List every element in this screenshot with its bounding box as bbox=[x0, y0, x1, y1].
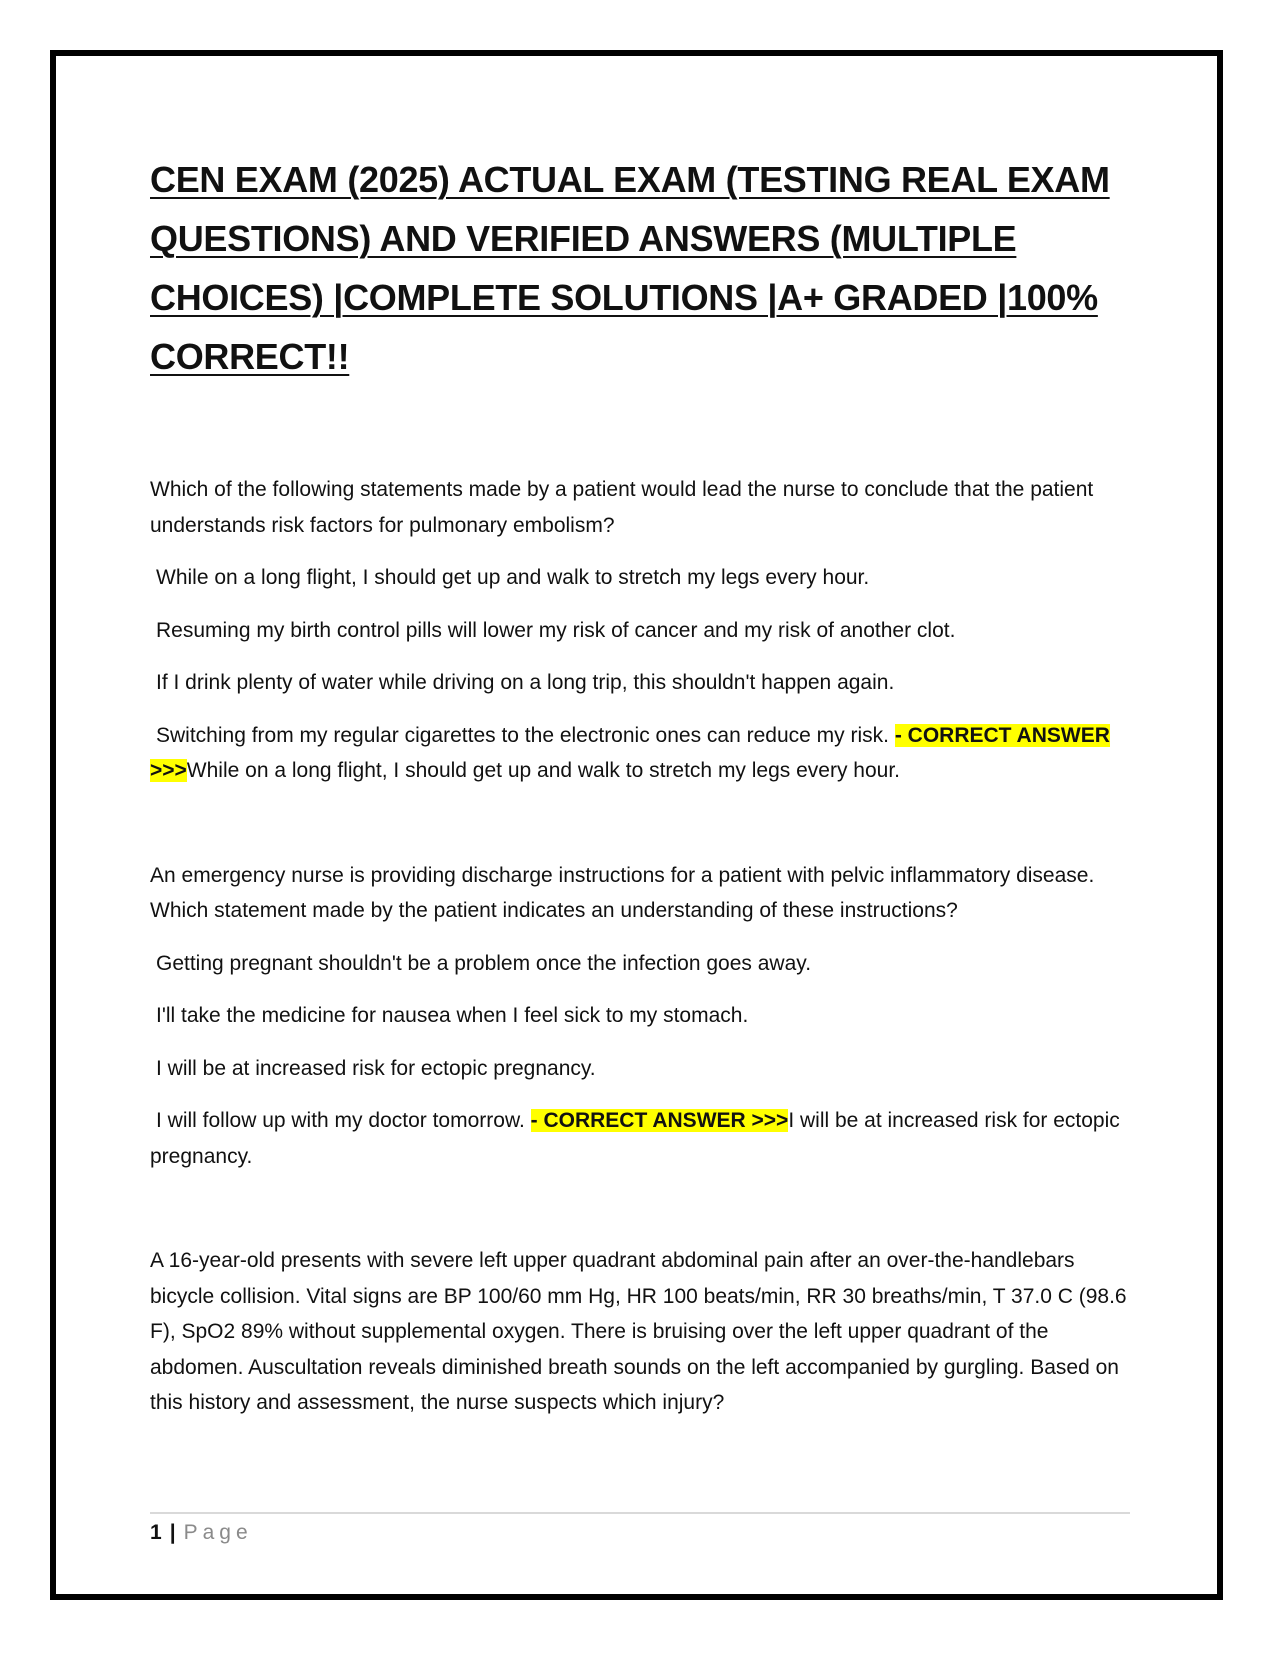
answer-option: If I drink plenty of water while driving on a long trip, this shouldn't happen again. bbox=[156, 671, 895, 694]
footer-separator: | bbox=[169, 1521, 176, 1544]
correct-answer-text: I will be at increased risk for ectopic pregnancy. bbox=[150, 1109, 1120, 1168]
answer-option-text: I will follow up with my doctor tomorrow. bbox=[156, 1109, 525, 1132]
answer-option: I will be at increased risk for ectopic pregnancy. bbox=[156, 1056, 596, 1080]
answer-option-with-key bbox=[150, 1103, 1140, 1174]
page-footer bbox=[150, 1518, 253, 1548]
question-block-3 bbox=[150, 1243, 1140, 1421]
answer-option: While on a long flight, I should get up and walk to stretch my legs every hour. bbox=[156, 566, 870, 589]
document-body bbox=[150, 150, 1140, 1421]
question-stem: Which of the following statements made by a patient would lead the nurse to conclude that the patient understands risk factors for pulmonary embolism? bbox=[150, 478, 1094, 537]
question-stem: An emergency nurse is providing discharge instructions for a patient with pelvic inflammatory disease. Which statement made by the patient indicates an understanding of these instructions? bbox=[150, 863, 1095, 922]
page-number: 1 bbox=[150, 1521, 162, 1544]
question-block-1 bbox=[150, 472, 1140, 789]
answer-option-text: Switching from my regular cigarettes to the electronic ones can reduce my risk. bbox=[156, 723, 889, 747]
answer-option: Getting pregnant shouldn't be a problem once the infection goes away. bbox=[156, 951, 812, 975]
answer-option: I'll take the medicine for nausea when I feel sick to my stomach. bbox=[156, 1004, 749, 1027]
answer-option-with-key bbox=[150, 718, 1140, 789]
question-block-2 bbox=[150, 858, 1140, 1175]
correct-answer-marker: - CORRECT ANSWER >>> bbox=[530, 1109, 789, 1132]
question-stem: A 16-year-old presents with severe left upper quadrant abdominal pain after an over-the-handlebars bicycle collision. Vital signs are BP 100/60 mm Hg, HR 100 beats/min, RR 30 breaths/min, T 37.0 C (98.6 F), SpO2 89% without supplemental oxygen. There is bruising over the left upper quadrant of the abdomen. Auscultation reveals diminished breath sounds on the left accompanied by gurgling. Based on this history and assessment, the nurse suspects which injury? bbox=[150, 1249, 1127, 1414]
footer-divider bbox=[150, 1512, 1130, 1514]
page-label: Page bbox=[183, 1521, 253, 1544]
answer-option: Resuming my birth control pills will lower my risk of cancer and my risk of another clot. bbox=[156, 618, 956, 642]
document-title: CEN EXAM (2025) ACTUAL EXAM (TESTING REAL EXAM QUESTIONS) AND VERIFIED ANSWERS (MULTIPLE CHOICES) |COMPLETE SOLUTIONS |A+ GRADED |100% CORRECT!! bbox=[150, 159, 1110, 377]
correct-answer-marker: - CORRECT ANSWER >>> bbox=[150, 723, 1110, 782]
correct-answer-text: While on a long flight, I should get up and walk to stretch my legs every hour. bbox=[186, 759, 901, 782]
